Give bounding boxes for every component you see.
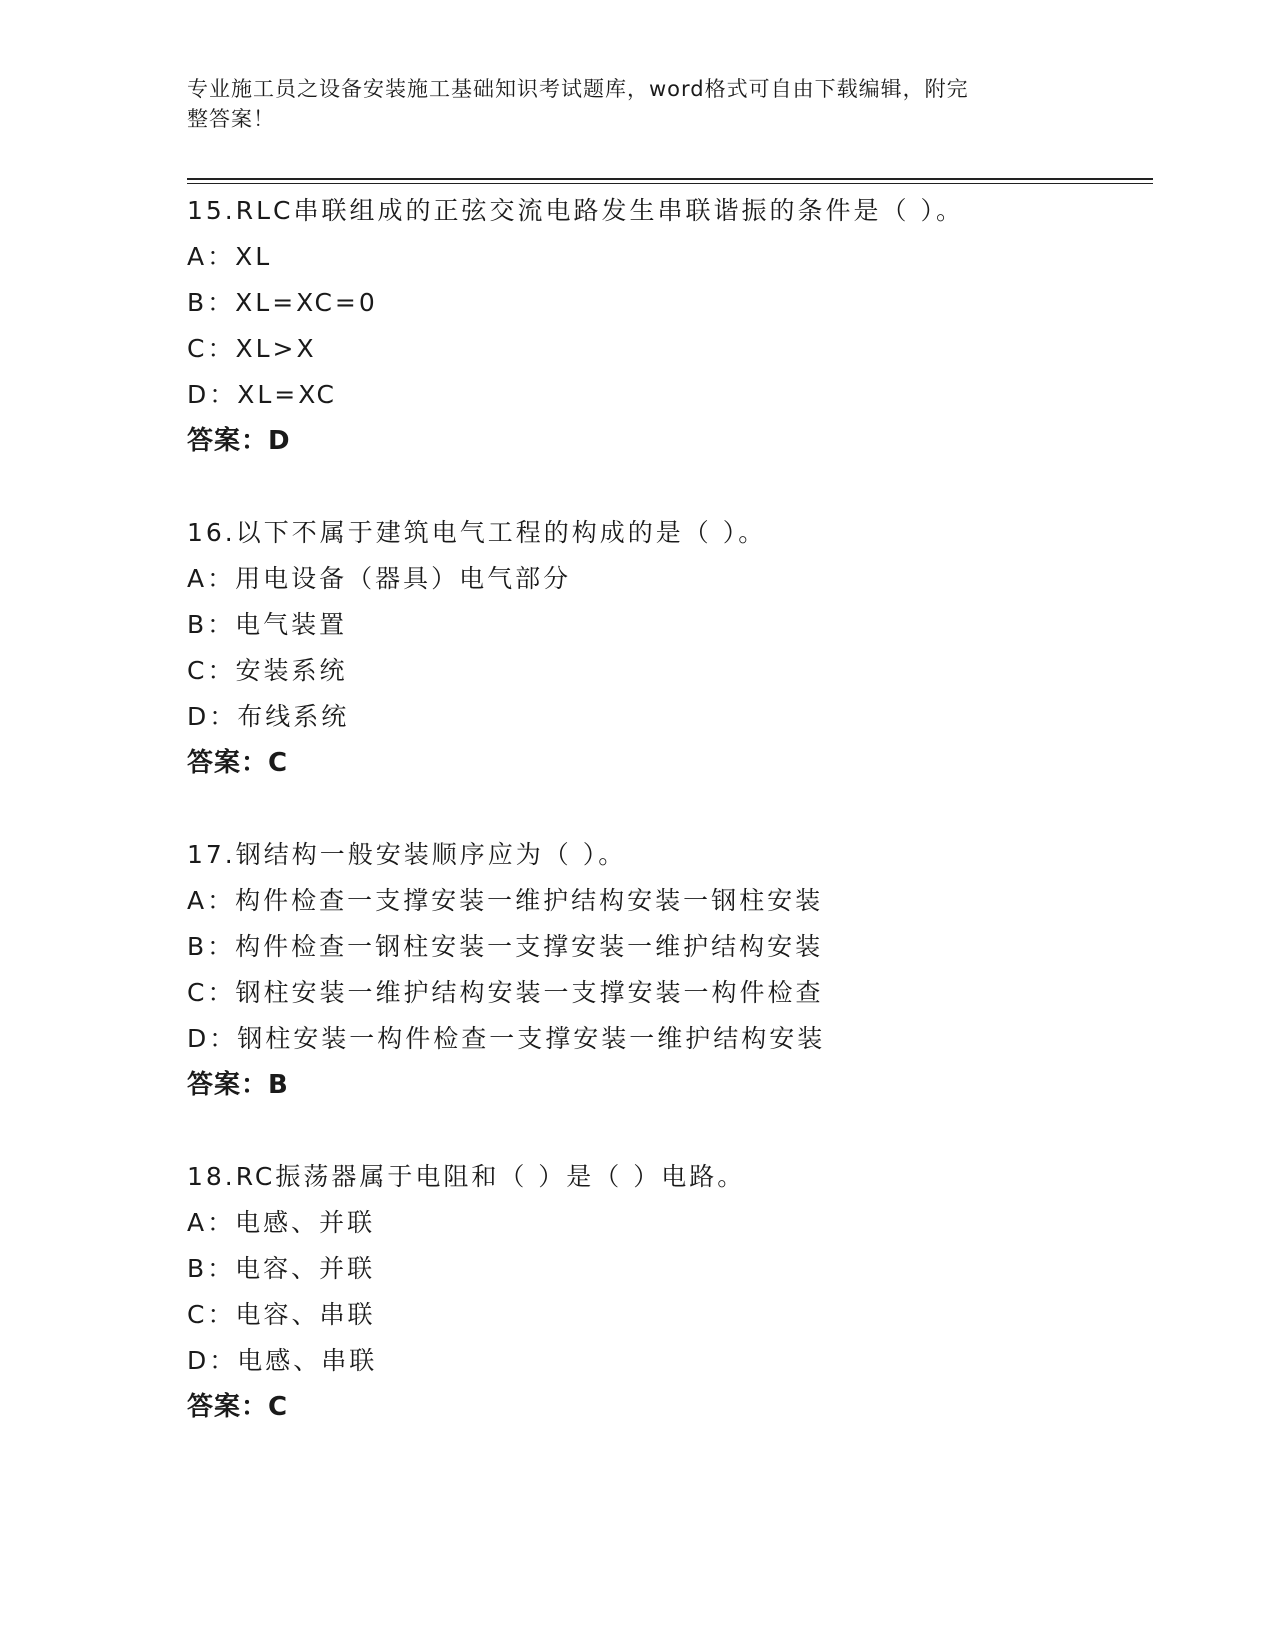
question-stem: 16.以下不属于建筑电气工程的构成的是（ ）。 (187, 518, 767, 547)
answer: 答案：D (187, 426, 291, 456)
option-c: C：钢柱安装一维护结构安装一支撑安装一构件检查 (187, 978, 824, 1007)
option-c: C：电容、串联 (187, 1300, 376, 1329)
question-17 (187, 832, 1147, 1108)
header-divider (187, 178, 1153, 180)
option-d: D：XL=XC (187, 380, 338, 409)
header-divider-thin (187, 183, 1153, 184)
answer: 答案：C (187, 748, 289, 778)
document-header: 专业施工员之设备安装施工基础知识考试题库，word格式可自由下载编辑，附完 整答案！ (187, 77, 969, 131)
option-d: D：布线系统 (187, 702, 350, 731)
question-15 (187, 188, 1147, 464)
answer: 答案：B (187, 1070, 289, 1100)
option-a: A：用电设备（器具）电气部分 (187, 564, 572, 593)
answer: 答案：C (187, 1392, 289, 1422)
option-b: B：电气装置 (187, 610, 348, 639)
option-d: D：钢柱安装一构件检查一支撑安装一维护结构安装 (187, 1024, 826, 1053)
question-stem: 17.钢结构一般安装顺序应为（ ）。 (187, 840, 627, 869)
option-c: C：安装系统 (187, 656, 348, 685)
option-c: C：XL>X (187, 334, 317, 363)
question-stem: 18.RC振荡器属于电阻和（ ）是（ ）电路。 (187, 1162, 746, 1191)
question-list (187, 188, 1147, 1476)
option-a: A：电感、并联 (187, 1208, 376, 1237)
option-a: A：XL (187, 242, 273, 271)
option-b: B：XL=XC=0 (187, 288, 378, 317)
question-18 (187, 1154, 1147, 1430)
question-16 (187, 510, 1147, 786)
option-a: A：构件检查一支撑安装一维护结构安装一钢柱安装 (187, 886, 824, 915)
question-stem: 15.RLC串联组成的正弦交流电路发生串联谐振的条件是（ ）。 (187, 196, 964, 225)
option-b: B：电容、并联 (187, 1254, 376, 1283)
option-b: B：构件检查一钢柱安装一支撑安装一维护结构安装 (187, 932, 824, 961)
option-d: D：电感、串联 (187, 1346, 378, 1375)
